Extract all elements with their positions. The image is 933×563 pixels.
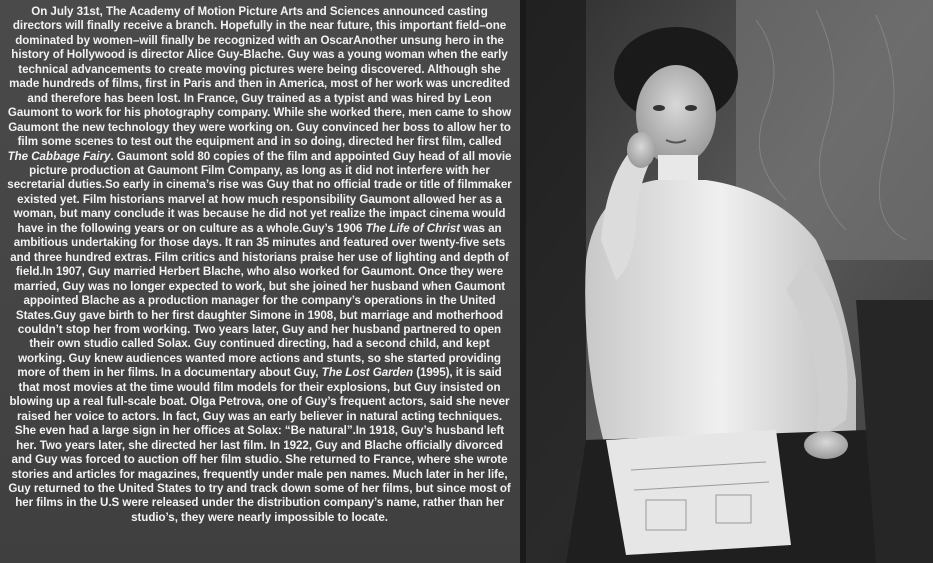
article-body [6, 5, 513, 525]
newspaper [606, 430, 791, 555]
film-title-life-of-christ: The Life of Christ [365, 221, 461, 235]
portrait-photo [526, 0, 933, 563]
film-title-cabbage-fairy: The Cabbage Fairy [7, 149, 111, 163]
film-title-lost-garden: The Lost Garden [321, 366, 414, 380]
article-segment-2: . Gaumont sold 80 copies of the film and appointed Guy head of all movie picture production at Gaumont Film Company, as long as it did not interfere with her secretarial duties.So early in cinema’s rise was Guy that no official trade or title of filmmaker existed yet. Film historians marvel at how much responsibility Gaumont allowed her as a woman, but many conclude it was because he did not yet realize the impact cinema would have in the following years or on culture as a whole.Guy’s 1906 [7, 149, 512, 235]
portrait-illustration [526, 0, 933, 563]
article-segment-3: was an ambitious undertaking for those days. It ran 35 minutes and featured over twenty-five sets and three hundred extras. Film critics and historians praise her use of lighting and depth of field.In 1907, Guy married Herbert Blache, who also worked for Gaumont. Once they were married, Guy was no longer expected to work, but she joined her husband when Gaumont appointed Blache as a production manager for the company’s operations in the United States.Guy gave birth to her first daughter Simone in 1908, but marriage and motherhood couldn’t stop her from working. Two years later, Guy and her husband partnered to open their own studio called Solax. Guy continued directing, had a second child, and kept working. Guy knew audiences wanted more actions and stunts, so she started providing more of them in her films. In a documentary about Guy, [10, 221, 509, 380]
article-segment-4: (1995), it is said that most movies at the time would film models for their explosions, but Guy insisted on blowing up a real full-scale boat. Olga Petrova, one of Guy’s frequent actors, said she never raised her voice to actors. In fact, Guy was an early believer in natural acting techniques. She even had a large sign in her offices at Solax: “Be natural”.In 1918, Guy’s husband left her. Two years later, she directed her last film. In 1922, Guy and Blache officially divorced and Guy was forced to auction off her film studio. She returned to France, where she wrote stories and articles for magazines, frequently under male pen names. Much later in her life, Guy returned to the United States to try and track down some of her films, but since most of her films in the U.S were released under the distribution company’s name, rather than her studio’s, they were nearly impossible to locate. [8, 366, 511, 524]
article-segment-1: On July 31st, The Academy of Motion Picture Arts and Sciences announced casting directors will finally receive a branch. Hopefully in the near future, this important field–one dominated by women–will finally be recognized with an OscarAnother unsung hero in the history of Hollywood is director Alice Guy-Blache. Guy was a young woman when the early technical advancements to create moving pictures were being discovered. Although she made hundreds of films, first in Paris and then in America, most of her work was uncredited and therefore has been lost. In France, Guy trained as a typist and was hired by Leon Gaumont to work for his photography company. While she worked there, men came to show Gaumont the new technology they were working on. Guy convinced her boss to allow her to film some scenes to test out the equipment and in so doing, directed her first film, called [7, 5, 512, 149]
